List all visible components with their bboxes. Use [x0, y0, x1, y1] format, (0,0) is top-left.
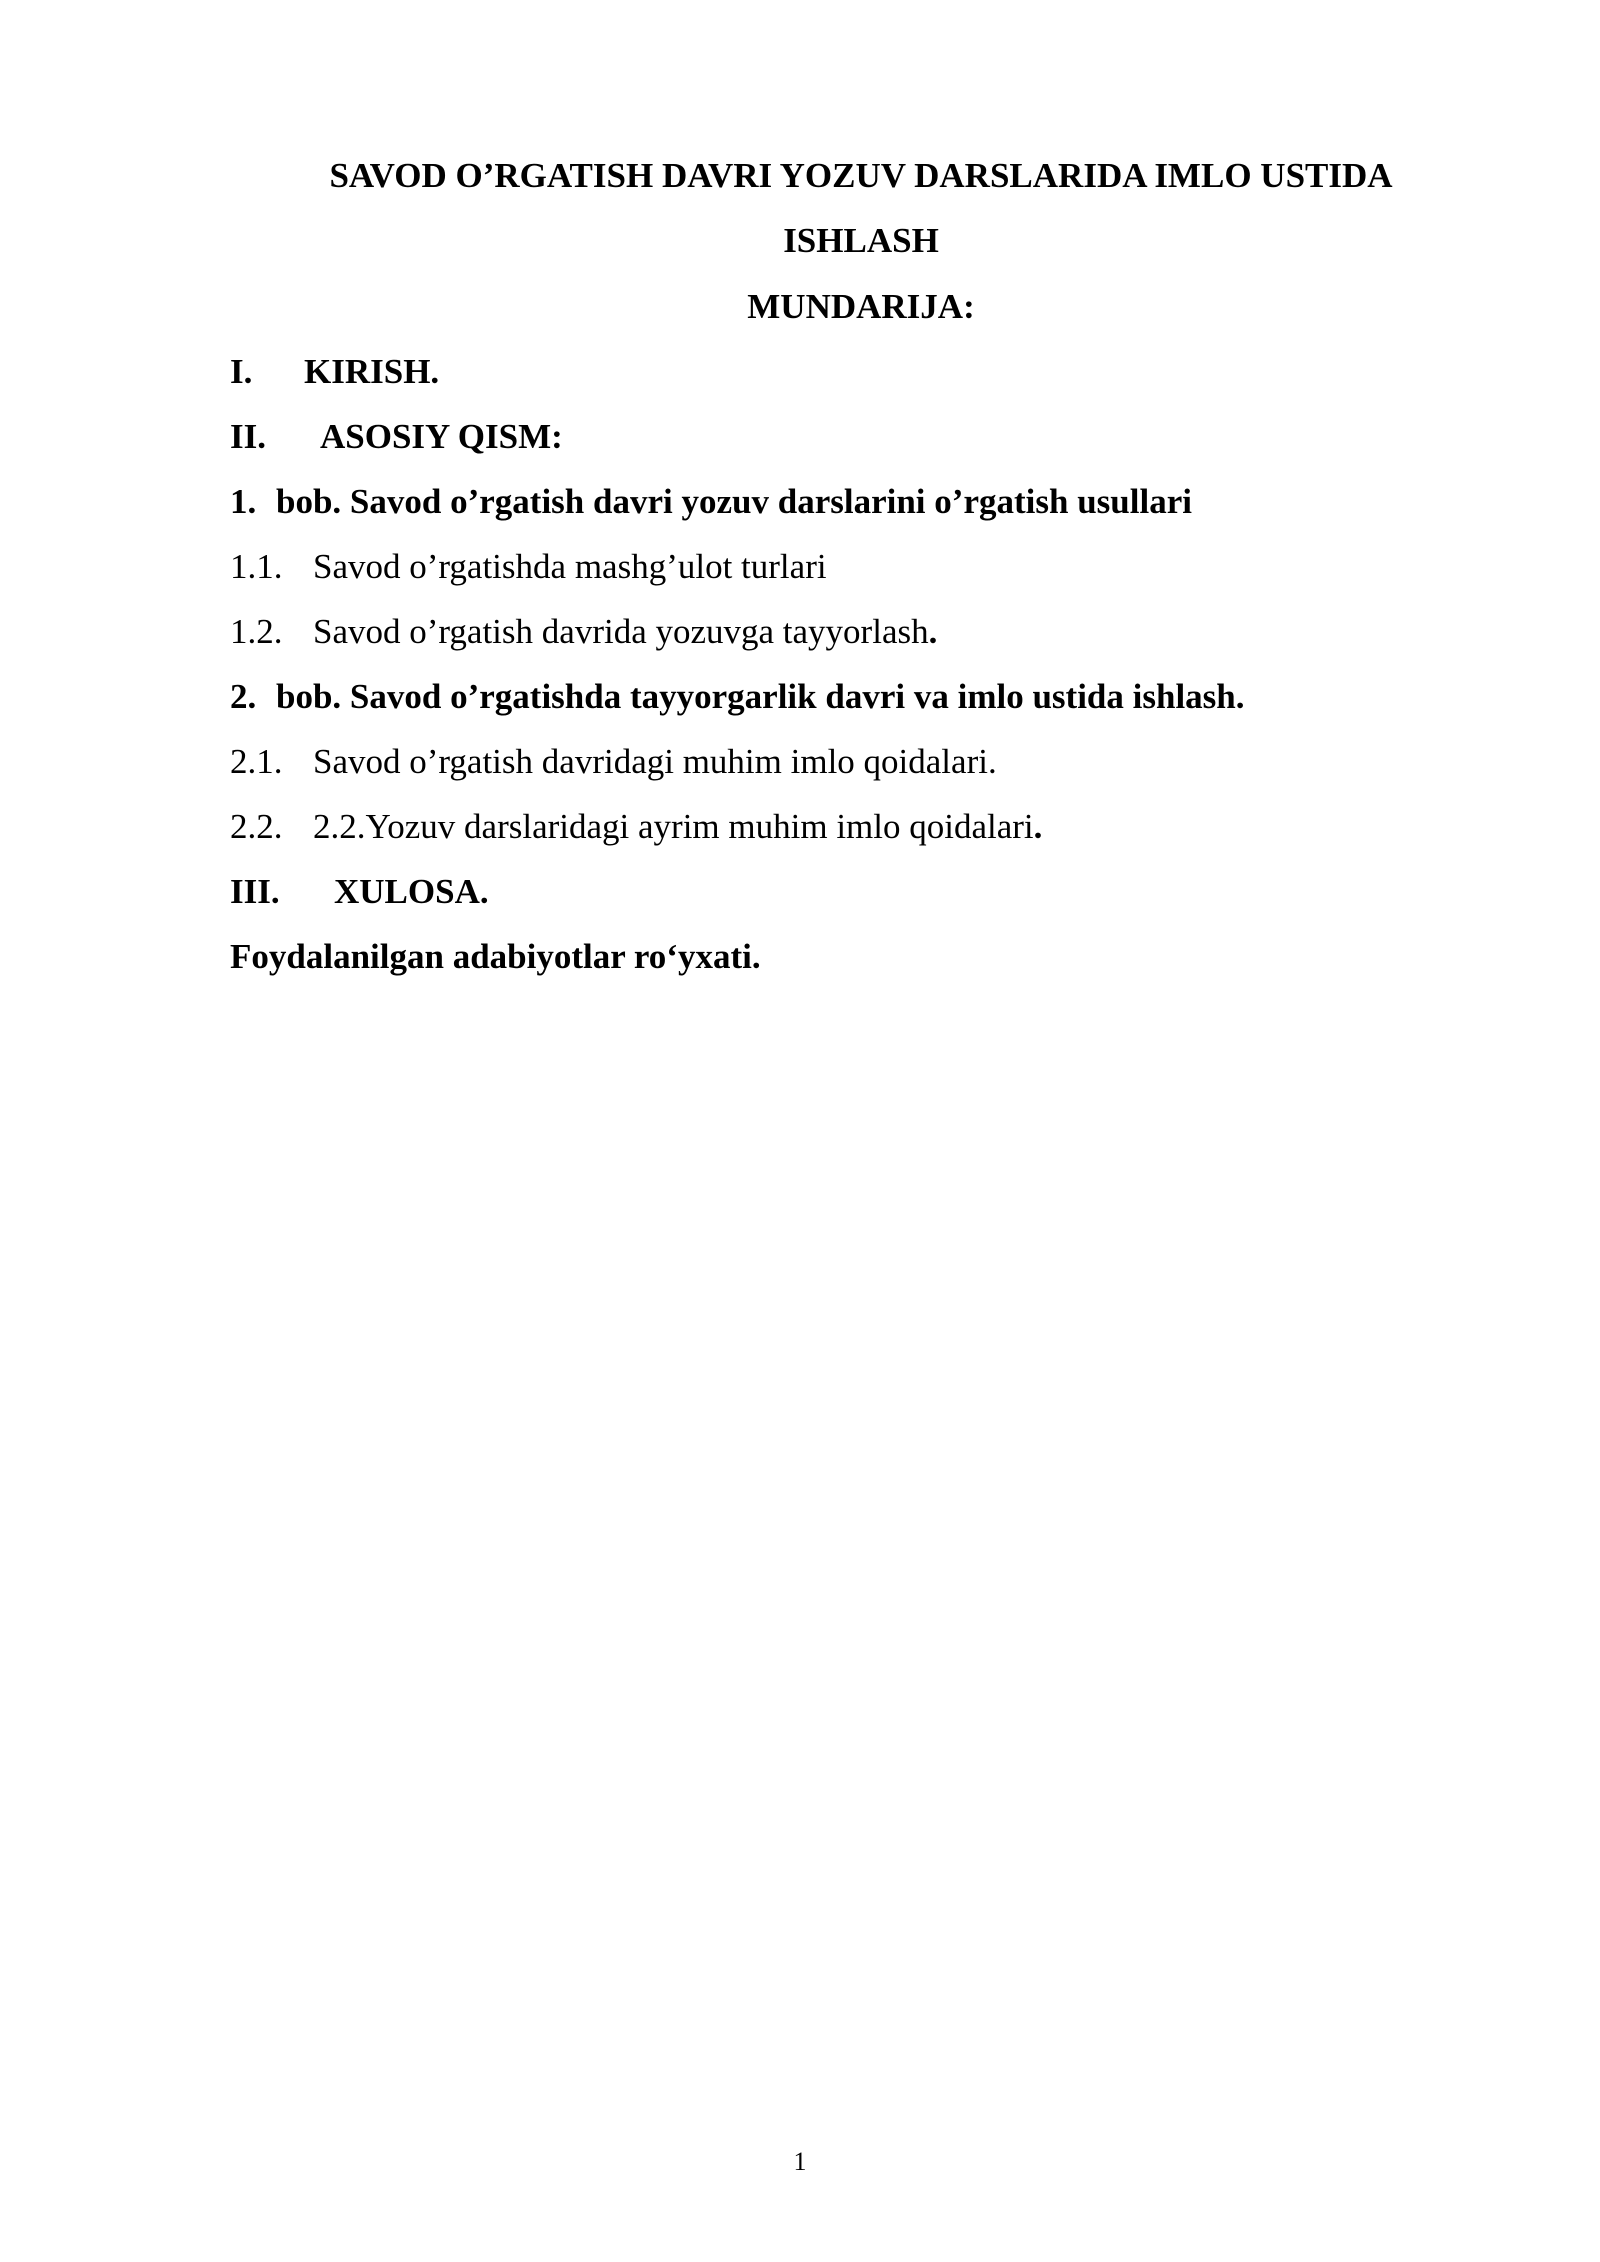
toc-item-number: II.	[230, 417, 266, 456]
contents-heading: MUNDARIJA:	[747, 287, 975, 326]
document-title-line-1: SAVOD O’RGATISH DAVRI YOZUV DARSLARIDA IMLO USTIDA	[329, 156, 1393, 195]
toc-item-section-1-1	[230, 545, 827, 589]
toc-item-number: 1.	[230, 482, 257, 521]
toc-item-number: 2.	[230, 677, 257, 716]
page-number: 1	[793, 2147, 807, 2176]
document-title-line-2: ISHLASH	[783, 221, 939, 260]
toc-item-number: III.	[230, 872, 280, 911]
toc-item-text: Savod o’rgatishda mashg’ulot turlari	[313, 547, 827, 586]
toc-item-number: I.	[230, 352, 253, 391]
toc-item-text: KIRISH.	[304, 352, 440, 391]
toc-item-chapter-2	[230, 675, 1245, 719]
toc-item-text: bob. Savod o’rgatishda tayyorgarlik davri va imlo ustida ishlash.	[276, 677, 1245, 716]
toc-item-number: 1.2.	[230, 612, 283, 651]
toc-item-section-2-2	[230, 805, 1042, 849]
toc-item-main-part	[230, 415, 563, 459]
toc-item-text: Savod o’rgatish davrida yozuvga tayyorlash	[313, 612, 929, 651]
toc-item-trailing-period: .	[928, 612, 938, 651]
toc-item-number: 2.1.	[230, 742, 283, 781]
toc-item-text: ASOSIY QISM:	[320, 417, 563, 456]
toc-item-text: Savod o’rgatish davridagi muhim imlo qoidalari.	[313, 742, 997, 781]
toc-item-section-1-2	[230, 610, 937, 654]
toc-item-text: XULOSA.	[334, 872, 489, 911]
toc-item-references: Foydalanilgan adabiyotlar ro‘yxati.	[230, 937, 761, 976]
toc-item-text: 2.2.Yozuv darslaridagi ayrim muhim imlo qoidalari	[313, 807, 1034, 846]
toc-item-chapter-1	[230, 480, 1192, 524]
toc-item-introduction	[230, 350, 439, 394]
toc-item-trailing-period: .	[1033, 807, 1043, 846]
toc-item-number: 2.2.	[230, 807, 283, 846]
toc-item-number: 1.1.	[230, 547, 283, 586]
toc-item-section-2-1	[230, 740, 997, 784]
toc-item-text: bob. Savod o’rgatish davri yozuv darslarini o’rgatish usullari	[276, 482, 1192, 521]
toc-item-conclusion	[230, 870, 489, 914]
